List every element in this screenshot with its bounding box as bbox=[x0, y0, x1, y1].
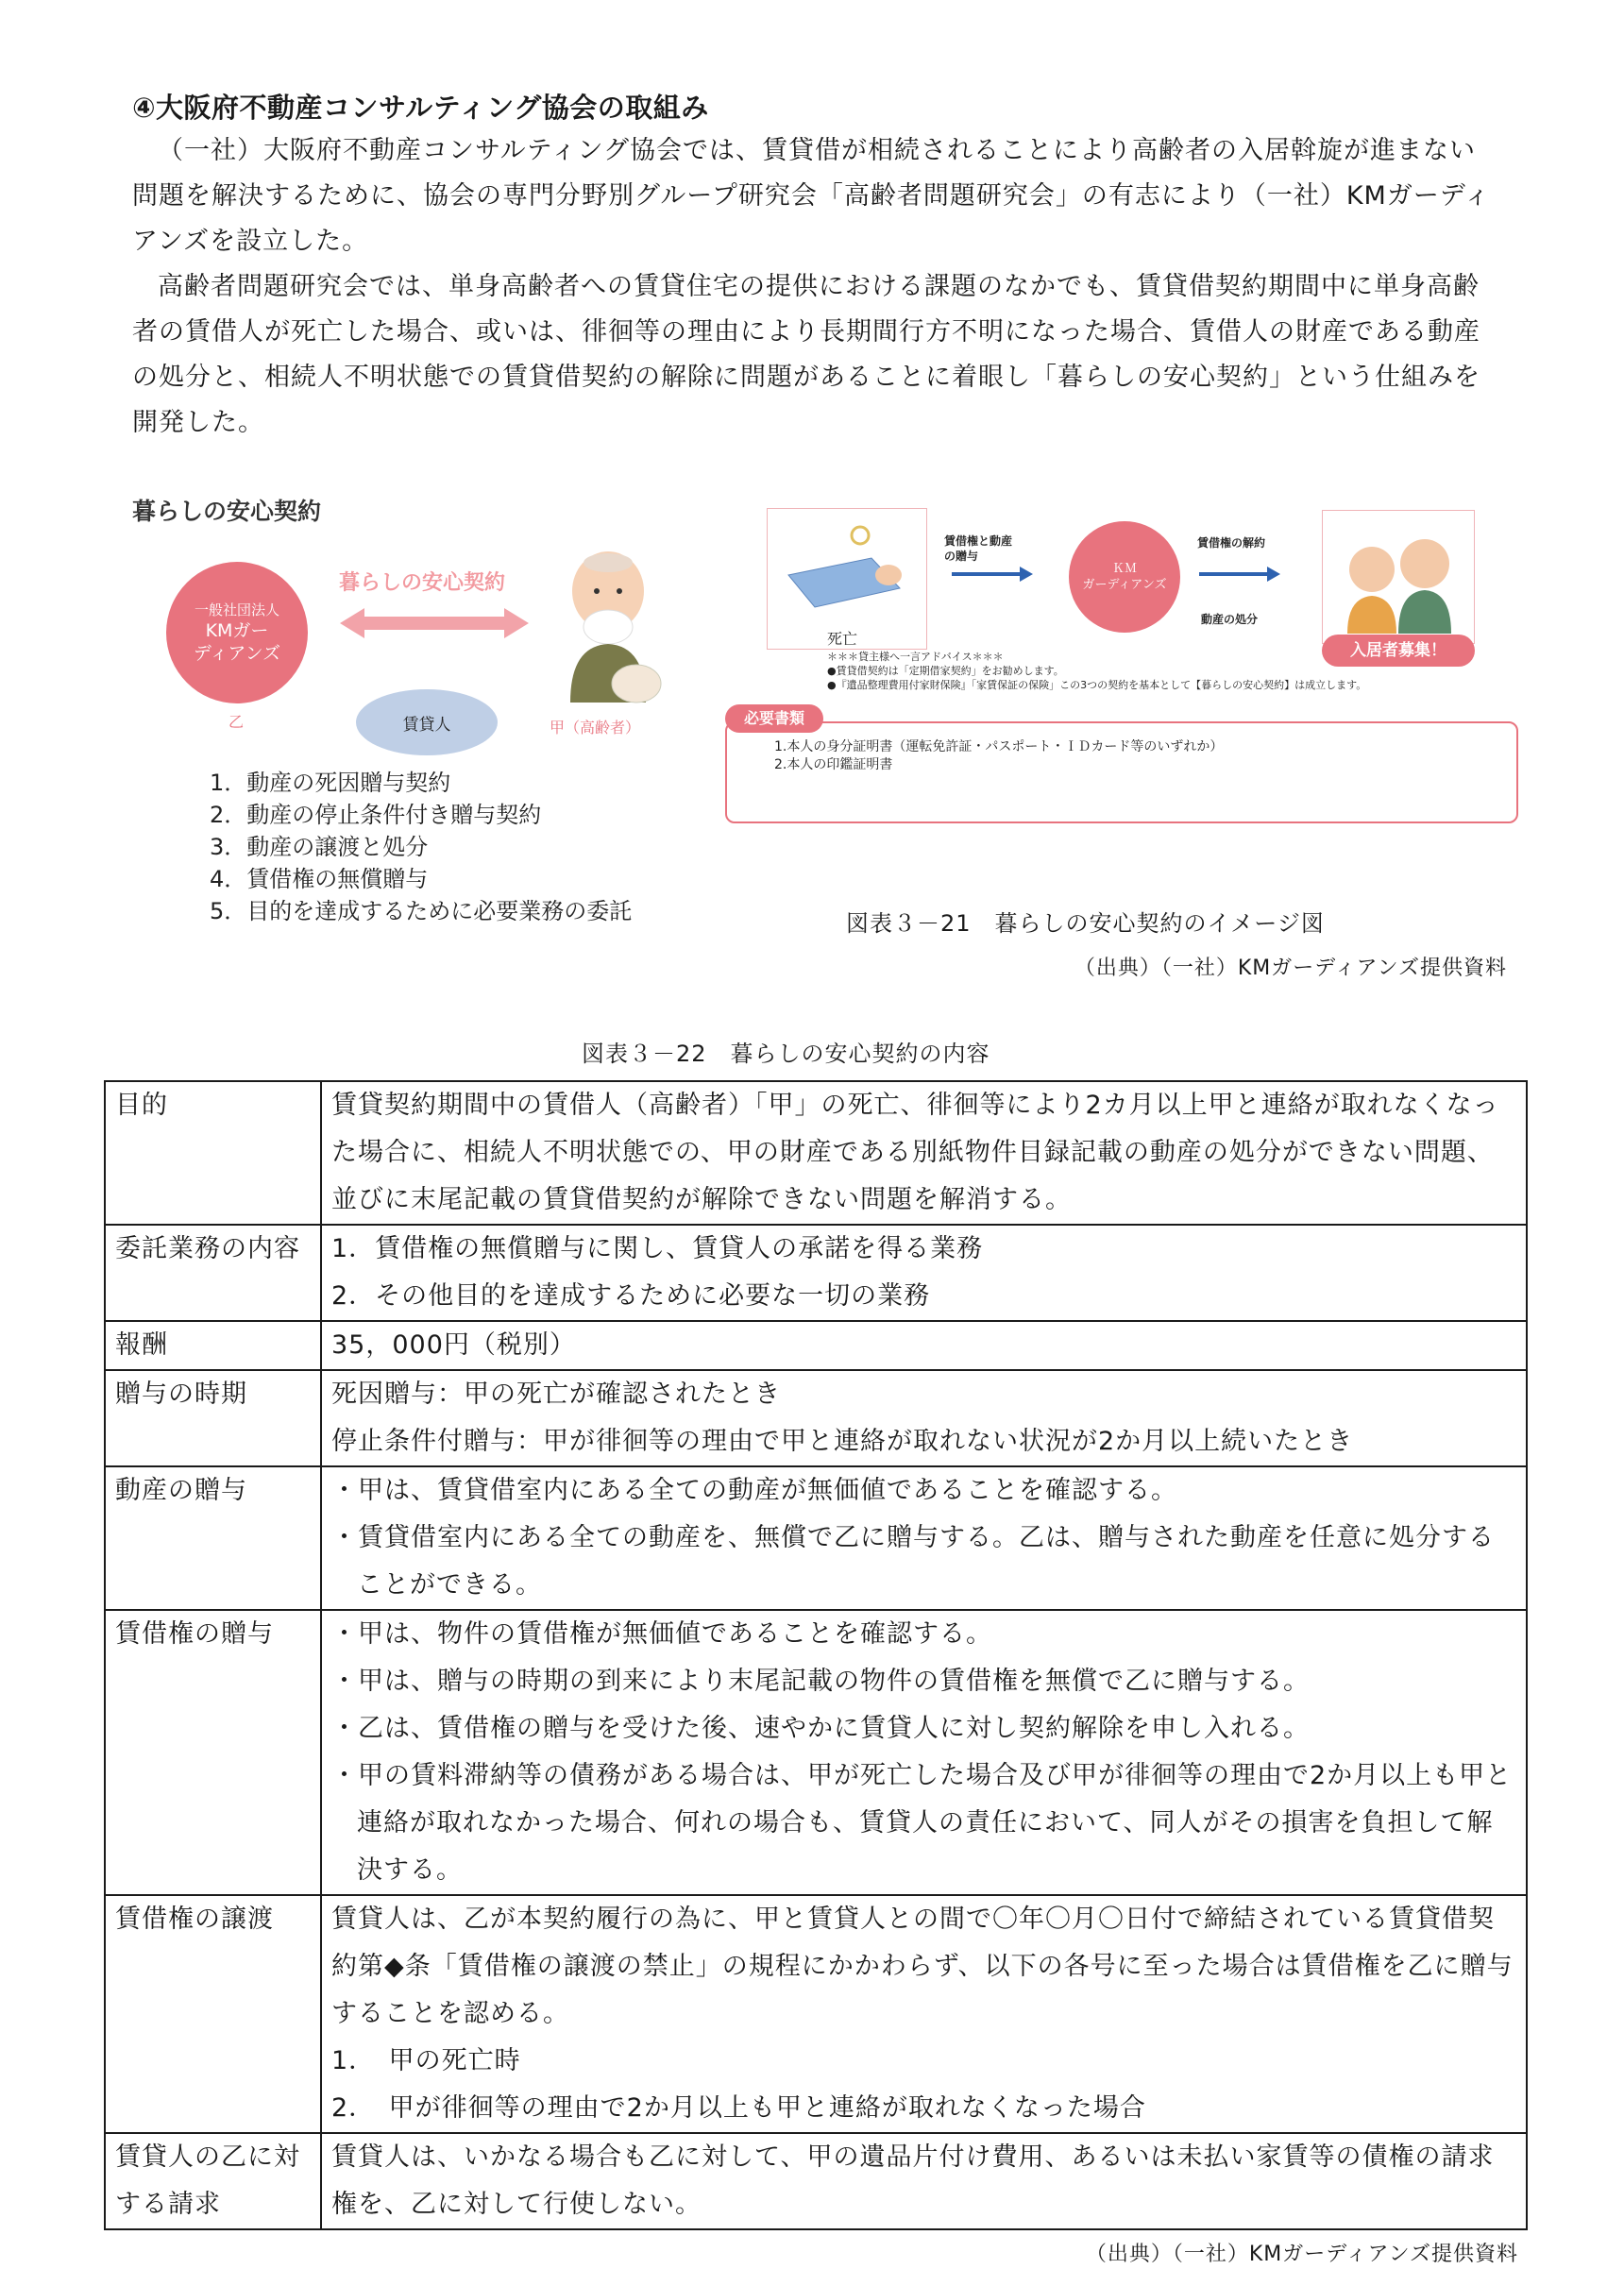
landlord-advice bbox=[827, 650, 1366, 692]
flow-label-disposal: 動産の処分 bbox=[1201, 613, 1259, 626]
table-row bbox=[105, 1370, 1527, 1466]
row-content bbox=[321, 2133, 1527, 2229]
km-circle-label-2: ディアンズ bbox=[193, 643, 281, 664]
row-header: 動産の贈与 bbox=[105, 1466, 321, 1610]
required-document-item: 1.本人の身分証明書（運転免許証・パスポート・ＩＤカード等のいずれか） bbox=[774, 739, 1224, 754]
row-content bbox=[321, 1225, 1527, 1321]
row-header: 賃借権の譲渡 bbox=[105, 1895, 321, 2133]
required-documents-list bbox=[774, 738, 1223, 774]
double-arrow-icon bbox=[340, 604, 529, 642]
table-row bbox=[105, 1895, 1527, 2133]
flow-label-cancel: 賃借権の解約 bbox=[1197, 536, 1266, 550]
list-item: 1．動産の死因贈与契約 bbox=[210, 770, 451, 796]
row-content bbox=[321, 1466, 1527, 1610]
row-header: 賃借権の贈与 bbox=[105, 1610, 321, 1895]
table-row bbox=[105, 1081, 1527, 1225]
row-line: ・甲は、物件の賃借権が無価値であることを確認する。 bbox=[331, 1619, 992, 1649]
new-tenants-illustration-box bbox=[1322, 510, 1475, 644]
table-row bbox=[105, 1466, 1527, 1610]
row-header: 報酬 bbox=[105, 1321, 321, 1370]
flow-label-donation bbox=[944, 533, 1012, 564]
row-line: ・賃貸借室内にある全ての動産を、無償で乙に贈与する。乙は、贈与された動産を任意に処分することができる。 bbox=[331, 1523, 1495, 1600]
km-right-label-1: ＫＭ bbox=[1111, 562, 1137, 576]
row-header: 委託業務の内容 bbox=[105, 1225, 321, 1321]
row-line: ・甲は、贈与の時期の到来により末尾記載の物件の賃借権を無償で乙に贈与する。 bbox=[331, 1667, 1310, 1696]
row-header: 目的 bbox=[105, 1081, 321, 1225]
death-label: 死亡 bbox=[827, 630, 858, 648]
row-line: 2． 甲が徘徊等の理由で2か月以上も甲と連絡が取れなくなった場合 bbox=[331, 2093, 1146, 2123]
ko-label: 甲（高齢者） bbox=[550, 719, 641, 737]
section-heading: ④大阪府不動産コンサルティング協会の取組み bbox=[132, 92, 709, 124]
km-guardians-circle bbox=[166, 562, 308, 703]
row-content bbox=[321, 1081, 1527, 1225]
km-circle-small-label: 一般社団法人 bbox=[194, 601, 279, 618]
row-line: 停止条件付贈与：甲が徘徊等の理由で甲と連絡が取れない状況が2か月以上続いたとき bbox=[331, 1427, 1354, 1456]
figure-left-title: 暮らしの安心契約 bbox=[132, 498, 322, 525]
required-documents-title: 必要書類 bbox=[725, 704, 823, 733]
table-source: （出典）（一社）KMガーディアンズ提供資料 bbox=[1085, 2243, 1518, 2266]
row-line: ・乙は、賃借権の贈与を受けた後、速やかに賃貸人に対し契約解除を申し入れる。 bbox=[331, 1714, 1310, 1743]
row-header: 贈与の時期 bbox=[105, 1370, 321, 1466]
lessor-ellipse: 賃貸人 bbox=[356, 689, 498, 755]
contract-content-table bbox=[104, 1080, 1528, 2230]
list-item: 3．動産の譲渡と処分 bbox=[210, 834, 429, 860]
row-line: 賃貸人は、いかなる場合も乙に対して、甲の遺品片付け費用、あるいは未払い家賃等の債権の請求権を、乙に対して行使しない。 bbox=[331, 2142, 1495, 2219]
elderly-man-icon bbox=[550, 542, 672, 712]
km-right-label-2: ガーディアンズ bbox=[1082, 578, 1167, 592]
row-content bbox=[321, 1321, 1527, 1370]
row-line: 1．賃借権の無償贈与に関し、賃貸人の承諾を得る業務 bbox=[331, 1234, 984, 1263]
table-row bbox=[105, 1610, 1527, 1895]
paragraph-2 bbox=[132, 264, 1492, 446]
row-header: 賃貸人の乙に対する請求 bbox=[105, 2133, 321, 2229]
row-content bbox=[321, 1370, 1527, 1466]
tenant-recruit-badge: 入居者募集！ bbox=[1322, 635, 1475, 667]
advice-line: ●『遺品整理費用付家財保険』「家賃保証の保険」この3つの契約を基本として【暮らしの安心契約】は成立します。 bbox=[827, 679, 1367, 691]
km-guardians-circle-right bbox=[1069, 521, 1180, 633]
row-line: ・甲は、賃貸借室内にある全ての動産が無価値であることを確認する。 bbox=[331, 1476, 1177, 1505]
table-row bbox=[105, 2133, 1527, 2229]
row-line: 2．その他目的を達成するために必要な一切の業務 bbox=[331, 1281, 931, 1311]
arrow-right-icon bbox=[952, 567, 1033, 582]
paragraph-1-text: （一社）大阪府不動産コンサルティング協会では、賃貸借が相続されることにより高齢者の入居斡旋が進まない問題を解決するために、協会の専門分野別グループ研究会「高齢者問題研究会」の有志により（一社）KMガーディアンズを設立した。 bbox=[132, 136, 1491, 256]
list-item: 5．目的を達成するために必要業務の委託 bbox=[210, 898, 633, 924]
elderly-couple-icon bbox=[1323, 511, 1474, 634]
row-line: 賃貸人は、乙が本契約履行の為に、甲と賃貸人との間で〇年〇月〇日付で締結されている賃貸借契約第◆条「賃借権の譲渡の禁止」の規程にかかわらず、以下の各号に至った場合は賃借権を乙に贈与することを認める。 bbox=[331, 1905, 1514, 2028]
figure-caption: 図表３－21 暮らしの安心契約のイメージ図 bbox=[846, 910, 1325, 937]
paragraph-2-text: 高齢者問題研究会では、単身高齢者への賃貸住宅の提供における課題のなかでも、賃貸借契約期間中に単身高齢者の賃借人が死亡した場合、或いは、徘徊等の理由により長期間行方不明になった場合、賃借人の財産である動産の処分と、相続人不明状態での賃貸借契約の解除に問題があることに着眼し「暮らしの安心契約」という仕組みを開発した。 bbox=[132, 272, 1480, 437]
contract-item-list bbox=[210, 767, 632, 927]
contract-arrow-label: 暮らしの安心契約 bbox=[338, 571, 505, 595]
row-line: 1． 甲の死亡時 bbox=[331, 2046, 521, 2075]
flow-label-donation-1: 賃借権と動産 bbox=[944, 534, 1013, 548]
paragraph-1 bbox=[132, 128, 1492, 264]
km-circle-label-1: KMガー bbox=[205, 620, 269, 641]
advice-line: ●賃貸借契約は「定期借家契約」をお勧めします。 bbox=[827, 665, 1064, 677]
table-row bbox=[105, 1225, 1527, 1321]
row-line: 賃貸契約期間中の賃借人（高齢者）「甲」の死亡、徘徊等により2カ月以上甲と連絡が取れなくなった場合に、相続人不明状態での、甲の財産である別紙物件目録記載の動産の処分ができない問題、並びに末尾記載の賃貸借契約が解除できない問題を解消する。 bbox=[331, 1091, 1499, 1214]
row-line: 35，000円（税別） bbox=[331, 1330, 576, 1360]
required-document-item: 2.本人の印鑑証明書 bbox=[774, 757, 893, 772]
row-content bbox=[321, 1895, 1527, 2133]
otsu-label: 乙 bbox=[228, 713, 245, 731]
list-item: 4．賃借権の無償贈与 bbox=[210, 866, 429, 892]
arrow-right-icon bbox=[1199, 567, 1280, 582]
row-content bbox=[321, 1610, 1527, 1895]
row-line: 死因贈与：甲の死亡が確認されたとき bbox=[331, 1380, 781, 1409]
table-caption: 図表３－22 暮らしの安心契約の内容 bbox=[582, 1041, 990, 1067]
flow-label-donation-2: の贈与 bbox=[944, 550, 979, 563]
row-line: ・甲の賃料滞納等の債務がある場合は、甲が死亡した場合及び甲が徘徊等の理由で2か月以上も甲と連絡が取れなかった場合、何れの場合も、賃貸人の責任において、同人がその損害を負担して解決する。 bbox=[331, 1761, 1513, 1885]
table-row bbox=[105, 1321, 1527, 1370]
list-item: 2．動産の停止条件付き贈与契約 bbox=[210, 802, 542, 828]
advice-line: ＊＊＊貸主様へ一言アドバイス＊＊＊ bbox=[827, 651, 1004, 663]
figure-source: （出典）（一社）KMガーディアンズ提供資料 bbox=[1074, 957, 1507, 980]
bed-icon bbox=[768, 509, 926, 622]
